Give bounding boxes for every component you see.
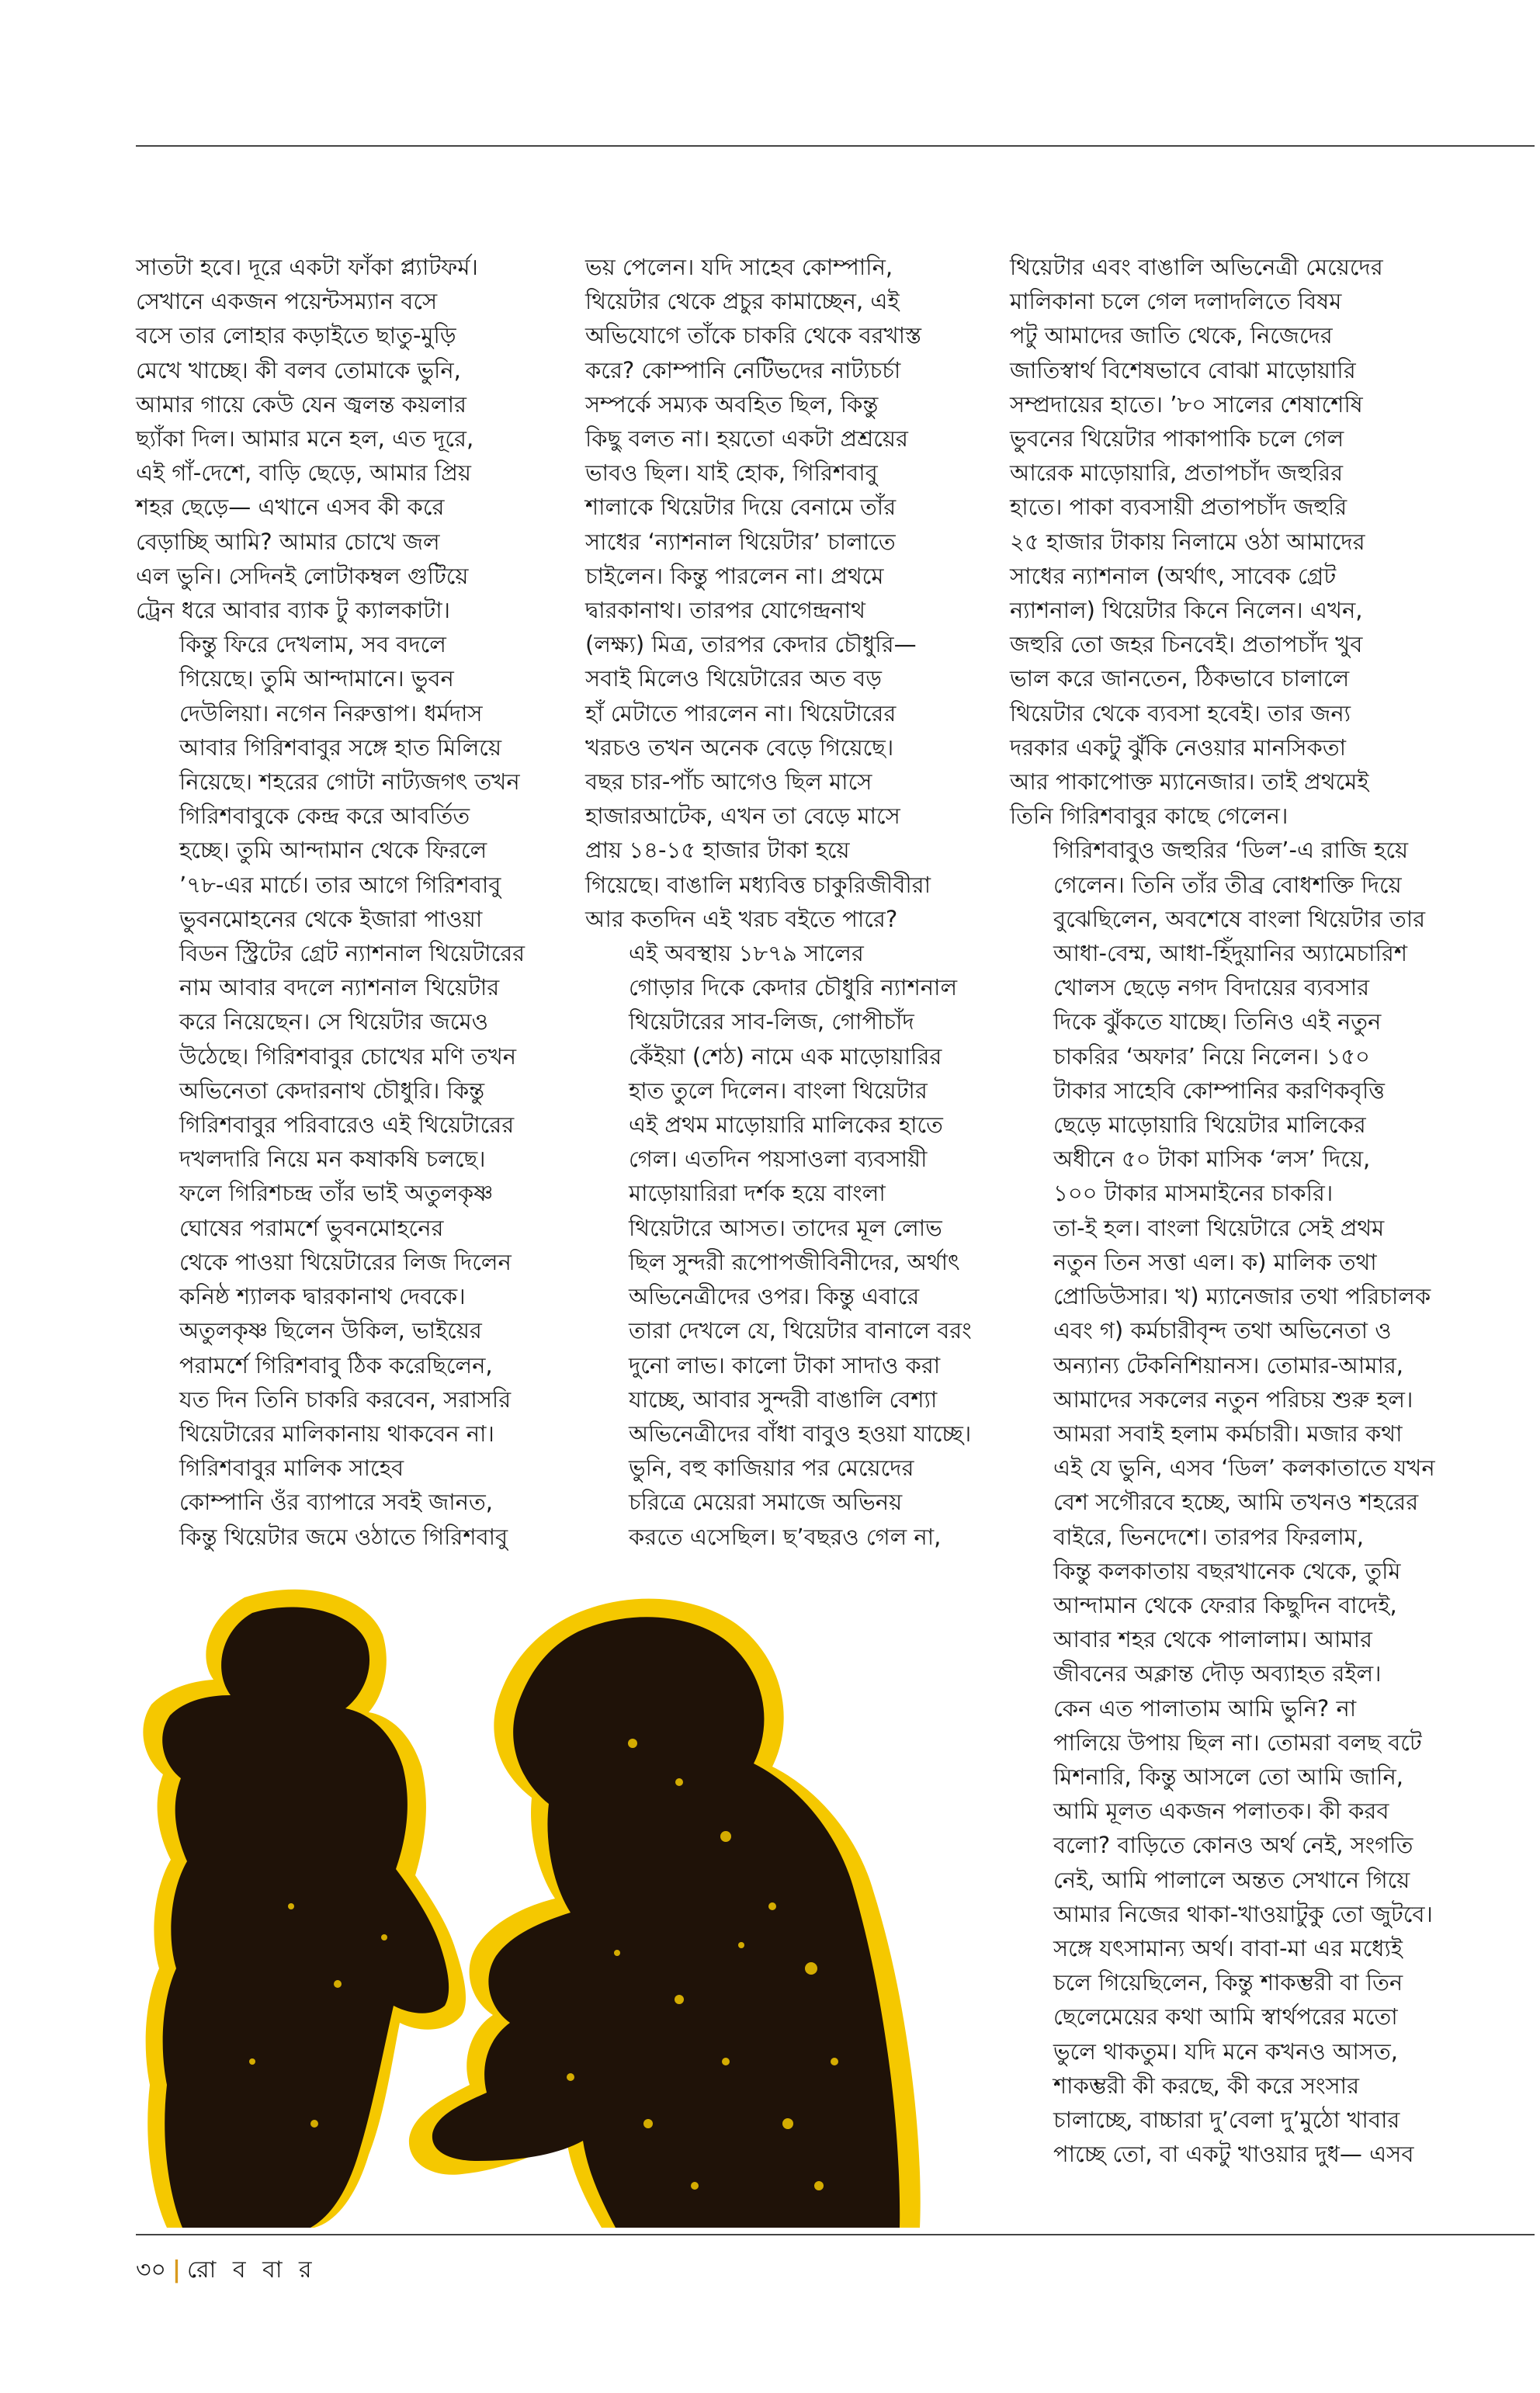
text-line: তা-ই হল। বাংলা থিয়েটারে সেই প্রথম [1053, 1214, 1385, 1241]
text-line: খোলস ছেড়ে নগদ বিদায়ের ব্যবসার [1053, 974, 1370, 1001]
text-line: এই প্রথম মাড়োয়ারি মালিকের হাতে [629, 1112, 943, 1139]
text-line: অভিযোগে তাঁকে চাকরি থেকে বরখাস্ত [585, 322, 921, 349]
text-line: বিডন স্ট্রিটের গ্রেট ন্যাশনাল থিয়েটারের [179, 940, 525, 967]
left-figure-silhouette [162, 1607, 449, 2228]
text-line: আর পাকাপোক্ত ম্যানেজার। তাই প্রথমেই [1010, 768, 1369, 796]
paragraph [1010, 1691, 1433, 2172]
text-line: বাইরে, ভিনদেশে। তারপর ফিরলাম, [1053, 1523, 1364, 1550]
text-line: চলে গিয়েছিলেন, কিন্তু শাকম্ভরী বা তিন [1053, 1969, 1403, 1996]
text-line: নতুন তিন সত্তা এল। ক) মালিক তথা [1053, 1248, 1377, 1275]
footer-separator: | [172, 2256, 181, 2284]
text-line: কিন্তু কলকাতায় বছরখানেক থেকে, তুমি [1053, 1557, 1401, 1584]
text-line: দ্বারকানাথ। তারপর যোগেন্দ্রনাথ [585, 597, 865, 624]
text-line: আন্দামান থেকে ফেরার কিছুদিন বাদেই, [1053, 1591, 1397, 1618]
text-line: কনিষ্ঠ শ্যালক দ্বারকানাথ দেবকে। [179, 1283, 466, 1310]
article-column-2 [585, 250, 997, 1554]
text-line: অভিনেতা কেদারনাথ চৌধুরি। কিন্তু [179, 1077, 485, 1104]
text-line: টাকার সাহেবি কোম্পানির করণিকবৃত্তি [1053, 1077, 1385, 1104]
text-line: চালাচ্ছে, বাচ্চারা দু’বেলা দু’মুঠো খাবার [1053, 2106, 1400, 2133]
text-line: ভুবনের থিয়েটার পাকাপাকি চলে গেল [1010, 425, 1344, 453]
paragraph [136, 627, 547, 1451]
silhouette-illustration [136, 1580, 935, 2228]
text-line: সঙ্গে যৎসামান্য অর্থ। বাবা-মা এর মধ্যেই [1053, 1934, 1403, 1961]
text-line: এল ভুনি। সেদিনই লোটাকম্বল গুটিয়ে [136, 562, 469, 589]
text-line: চাইলেন। কিন্তু পারলেন না। প্রথমে [585, 562, 884, 589]
text-line: সাধের ‘ন্যাশনাল থিয়েটার’ চালাতে [585, 528, 896, 555]
text-line: ১০০ টাকার মাসমাইনের চাকরি। [1053, 1180, 1334, 1207]
text-line: পটু আমাদের জাতি থেকে, নিজেদের [1010, 322, 1333, 349]
text-line: জীবনের অক্লান্ত দৌড় অব্যাহত রইল। [1053, 1660, 1382, 1687]
text-line: দেউলিয়া। নগেন নিরুত্তাপ। ধর্মদাস [179, 699, 483, 727]
text-line: ২৫ হাজার টাকায় নিলামে ওঠা আমাদের [1010, 528, 1365, 555]
text-line: চরিত্রে মেয়েরা সমাজে অভিনয় [629, 1489, 903, 1516]
paragraph [1010, 1211, 1435, 1691]
text-line: আমাদের সকলের নতুন পরিচয় শুরু হল। [1053, 1386, 1413, 1413]
text-line: যত দিন তিনি চাকরি করবেন, সরাসরি [179, 1386, 512, 1413]
text-line: তারা দেখলে যে, থিয়েটার বানালে বরং [629, 1317, 972, 1344]
text-line: সম্পর্কে সম্যক অবহিত ছিল, কিন্তু [585, 390, 879, 418]
text-line: হাঁ মেটাতে পারলেন না। থিয়েটারের [585, 699, 897, 727]
text-line: দিকে ঝুঁকতে যাচ্ছে। তিনিও এই নতুন [1053, 1008, 1382, 1035]
text-line: আমার গায়ে কেউ যেন জ্বলন্ত কয়লার [136, 390, 467, 418]
text-line: বসে তার লোহার কড়াইতে ছাতু-মুড়ি [136, 322, 456, 349]
text-line: হচ্ছে। তুমি আন্দামান থেকে ফিরলে [179, 837, 487, 864]
text-line: মেখে খাচ্ছে। কী বলব তোমাকে ভুনি, [136, 356, 461, 383]
text-line: থিয়েটার এবং বাঙালি অভিনেত্রী মেয়েদের [1010, 254, 1383, 280]
text-line: কিন্তু থিয়েটার জমে ওঠাতে গিরিশবাবু [179, 1523, 508, 1550]
text-line: হাজারআটেক, এখন তা বেড়ে মাসে [585, 803, 900, 830]
text-line: হাতে। পাকা ব্যবসায়ী প্রতাপচাঁদ জহুরি [1010, 494, 1348, 521]
text-line: ’৭৮-এর মার্চে। তার আগে গিরিশবাবু [179, 871, 501, 898]
top-rule [136, 145, 1535, 147]
article-column-1 [136, 250, 547, 1554]
text-line: ছিল সুন্দরী রূপোপজীবিনীদের, অর্থাৎ [629, 1248, 960, 1275]
text-line: দখলদারি নিয়ে মন কষাকষি চলছে। [179, 1146, 486, 1173]
paragraph [585, 1451, 997, 1554]
text-line: থিয়েটার থেকে ব্যবসা হবেই। তার জন্য [1010, 699, 1351, 727]
text-line: গিরিশবাবুর পরিবারেও এই থিয়েটারের [179, 1112, 515, 1139]
paragraph [136, 1451, 547, 1554]
text-line: এই যে ভুনি, এসব ‘ডিল’ কলকাতাতে যখন [1053, 1455, 1435, 1482]
text-line: নাম আবার বদলে ন্যাশনাল থিয়েটার [179, 974, 500, 1001]
text-line: সাতটা হবে। দূরে একটা ফাঁকা প্ল্যাটফর্ম। [136, 254, 478, 280]
text-line: আবার গিরিশবাবুর সঙ্গে হাত মিলিয়ে [179, 734, 502, 761]
text-line: এবং গ) কর্মচারীবৃন্দ তথা অভিনেতা ও [1053, 1317, 1392, 1344]
text-line: নিয়েছে। শহরের গোটা নাট্যজগৎ তখন [179, 768, 520, 796]
text-line: করতে এসেছিল। ছ’বছরও গেল না, [629, 1523, 942, 1550]
text-line: আবার শহর থেকে পালালাম। আমার [1053, 1626, 1372, 1653]
text-line: চাকরির ‘অফার’ নিয়ে নিলেন। ১৫০ [1053, 1042, 1370, 1070]
page-number: ৩০ [136, 2256, 167, 2284]
text-line: গিরিশবাবুকে কেন্দ্র করে আবর্তিত [179, 803, 470, 830]
text-line: পরামর্শে গিরিশবাবু ঠিক করেছিলেন, [179, 1351, 493, 1379]
article-column-3 [1010, 250, 1435, 2171]
text-line: ফলে গিরিশচন্দ্র তাঁর ভাই অতুলকৃষ্ণ [179, 1180, 494, 1207]
text-line: ভুলে থাকতুম। যদি মনে কখনও আসত, [1053, 2038, 1398, 2065]
text-line: পালিয়ে উপায় ছিল না। তোমরা বলছ বটে [1053, 1729, 1422, 1756]
text-line: আমরা সবাই হলাম কর্মচারী। মজার কথা [1053, 1420, 1403, 1447]
text-line: অতুলকৃষ্ণ ছিলেন উকিল, ভাইয়ের [179, 1317, 482, 1344]
bottom-rule [136, 2234, 1535, 2235]
text-line: গেলেন। তিনি তাঁর তীব্র বোধশক্তি দিয়ে [1053, 871, 1402, 898]
paragraph [1010, 250, 1429, 833]
text-line: জাতিস্বার্থ বিশেষভাবে বোঝা মাড়োয়ারি [1010, 356, 1356, 383]
text-line: মাড়োয়ারিরা দর্শক হয়ে বাংলা [629, 1180, 886, 1207]
text-line: থিয়েটারের সাব-লিজ, গোপীচাঁদ [629, 1008, 914, 1035]
text-line: দরকার একটু ঝুঁকি নেওয়ার মানসিকতা [1010, 734, 1346, 761]
text-line: শাকম্ভরী কী করছে, কী করে সংসার [1053, 2072, 1360, 2099]
text-line: আধা-বেম্ম, আধা-হিঁদুয়ানির অ্যামেচারিশ [1053, 940, 1407, 967]
text-line: গিরিশবাবুও জহুরির ‘ডিল’-এ রাজি হয়ে [1053, 837, 1409, 864]
text-line: সেখানে একজন পয়েন্টসম্যান বসে [136, 288, 438, 315]
text-line: আর কতদিন এই খরচ বইতে পারে? [585, 905, 898, 932]
page-footer [136, 2255, 317, 2286]
text-line: অধীনে ৫০ টাকা মাসিক ‘লস’ দিয়ে, [1053, 1146, 1371, 1173]
paragraph [1010, 833, 1429, 1210]
paragraph [136, 250, 547, 627]
text-line: তিনি গিরিশবাবুর কাছে গেলেন। [1010, 803, 1289, 830]
text-line: নেই, আমি পালালে অন্তত সেখানে গিয়ে [1053, 1866, 1410, 1893]
text-line: অন্যান্য টেকনিশিয়ানস। তোমার-আমার, [1053, 1351, 1404, 1379]
text-line: ঘোষের পরামর্শে ভুবনমোহনের [179, 1214, 444, 1241]
text-line: প্রোডিউসার। খ) ম্যানেজার তথা পরিচালক [1053, 1283, 1431, 1310]
text-line: কেন এত পালাতাম আমি ভুনি? না [1053, 1694, 1357, 1722]
text-line: এই অবস্থায় ১৮৭৯ সালের [629, 940, 864, 967]
text-line: ভাবও ছিল। যাই হোক, গিরিশবাবু [585, 460, 878, 487]
text-line: ভুবনমোহনের থেকে ইজারা পাওয়া [179, 905, 483, 932]
text-line: গিয়েছে। বাঙালি মধ্যবিত্ত চাকুরিজীবীরা [585, 871, 931, 898]
magazine-name: রো ব বা র [186, 2256, 317, 2284]
text-line: শহর ছেড়ে— এখানে এসব কী করে [136, 494, 445, 521]
text-line: জহুরি তো জহর চিনবেই। প্রতাপচাঁদ খুব [1010, 631, 1363, 658]
text-line: বলো? বাড়িতে কোনও অর্থ নেই, সংগতি [1053, 1832, 1413, 1859]
text-line: ছেলেমেয়ের কথা আমি স্বার্থপরের মতো [1053, 2003, 1398, 2031]
text-line: ভয় পেলেন। যদি সাহেব কোম্পানি, [585, 254, 893, 280]
text-line: গোড়ার দিকে কেদার চৌধুরি ন্যাশনাল [629, 974, 958, 1001]
text-line: ভুনি, বহু কাজিয়ার পর মেয়েদের [629, 1455, 914, 1482]
text-line: থেকে পাওয়া থিয়েটারের লিজ দিলেন [179, 1248, 512, 1275]
text-line: ন্যাশনাল) থিয়েটার কিনে নিলেন। এখন, [1010, 597, 1363, 624]
text-line: সাধের ন্যাশনাল (অর্থাৎ, সাবেক গ্রেট [1010, 562, 1337, 589]
paragraph [585, 936, 997, 1451]
text-line: করে নিয়েছেন। সে থিয়েটার জমেও [179, 1008, 488, 1035]
text-line: কিন্তু ফিরে দেখলাম, সব বদলে [179, 631, 446, 658]
paragraph [585, 250, 997, 936]
text-line: বেড়াচ্ছি আমি? আমার চোখে জল [136, 528, 440, 555]
text-line: কিছু বলত না। হয়তো একটা প্রশ্রয়ের [585, 425, 908, 453]
text-line: হাত তুলে দিলেন। বাংলা থিয়েটার [629, 1077, 928, 1104]
text-line: ছ্যাঁকা দিল। আমার মনে হল, এত দূরে, [136, 425, 474, 453]
text-line: আমি মূলত একজন পলাতক। কী করব [1053, 1798, 1389, 1825]
text-line: থিয়েটারের মালিকানায় থাকবেন না। [179, 1420, 494, 1447]
text-line: গেল। এতদিন পয়সাওলা ব্যবসায়ী [629, 1146, 928, 1173]
text-line: (লক্ষ্য) মিত্র, তারপর কেদার চৌধুরি— [585, 631, 917, 658]
text-line: যাচ্ছে, আবার সুন্দরী বাঙালি বেশ্যা [629, 1386, 938, 1413]
text-line: কোম্পানি ওঁর ব্যাপারে সবই জানত, [179, 1489, 493, 1516]
text-line: সম্প্রদায়ের হাতে। ’৮০ সালের শেষাশেষি [1010, 390, 1363, 418]
text-line: গিরিশবাবুর মালিক সাহেব [179, 1455, 404, 1482]
text-line: এই গাঁ-দেশে, বাড়ি ছেড়ে, আমার প্রিয় [136, 460, 471, 487]
text-line: ট্রেন ধরে আবার ব্যাক টু ক্যালকাটা। [136, 597, 450, 624]
text-line: আরেক মাড়োয়ারি, প্রতাপচাঁদ জহুরির [1010, 460, 1344, 487]
text-line: প্রায় ১৪-১৫ হাজার টাকা হয়ে [585, 837, 850, 864]
text-line: দুনো লাভ। কালো টাকা সাদাও করা [629, 1351, 941, 1379]
text-line: মালিকানা চলে গেল দলাদলিতে বিষম [1010, 288, 1342, 315]
text-line: থিয়েটার থেকে প্রচুর কামাচ্ছেন, এই [585, 288, 900, 315]
text-line: করে? কোম্পানি নেটিভদের নাট্যচর্চা [585, 356, 901, 383]
text-line: গিয়েছে। তুমি আন্দামানে। ভুবন [179, 665, 454, 692]
text-line: সবাই মিলেও থিয়েটারের অত বড় [585, 665, 882, 692]
text-line: মিশনারি, কিন্তু আসলে তো আমি জানি, [1053, 1763, 1403, 1790]
text-line: অভিনেত্রীদের বাঁধা বাবুও হওয়া যাচ্ছে। [629, 1420, 972, 1447]
text-line: বুঝেছিলেন, অবশেষে বাংলা থিয়েটার তার [1053, 905, 1426, 932]
text-line: বেশ সগৌরবে হচ্ছে, আমি তখনও শহরের [1053, 1489, 1419, 1516]
text-line: ছেড়ে মাড়োয়ারি থিয়েটার মালিকের [1053, 1112, 1366, 1139]
text-line: উঠেছে। গিরিশবাবুর চোখের মণি তখন [179, 1042, 517, 1070]
text-line: ভাল করে জানতেন, ঠিকভাবে চালালে [1010, 665, 1350, 692]
text-line: শালাকে থিয়েটার দিয়ে বেনামে তাঁর [585, 494, 897, 521]
text-line: কেঁইয়া (শেঠ) নামে এক মাড়োয়ারির [629, 1042, 942, 1070]
text-line: আমার নিজের থাকা-খাওয়াটুকু তো জুটবে। [1053, 1900, 1433, 1927]
text-line: থিয়েটারে আসত। তাদের মূল লোভ [629, 1214, 942, 1241]
text-line: খরচও তখন অনেক বেড়ে গিয়েছে। [585, 734, 894, 761]
text-line: পাচ্ছে তো, বা একটু খাওয়ার দুধ— এসব [1053, 2141, 1414, 2168]
text-line: অভিনেত্রীদের ওপর। কিন্তু এবারে [629, 1283, 920, 1310]
text-line: বছর চার-পাঁচ আগেও ছিল মাসে [585, 768, 872, 796]
